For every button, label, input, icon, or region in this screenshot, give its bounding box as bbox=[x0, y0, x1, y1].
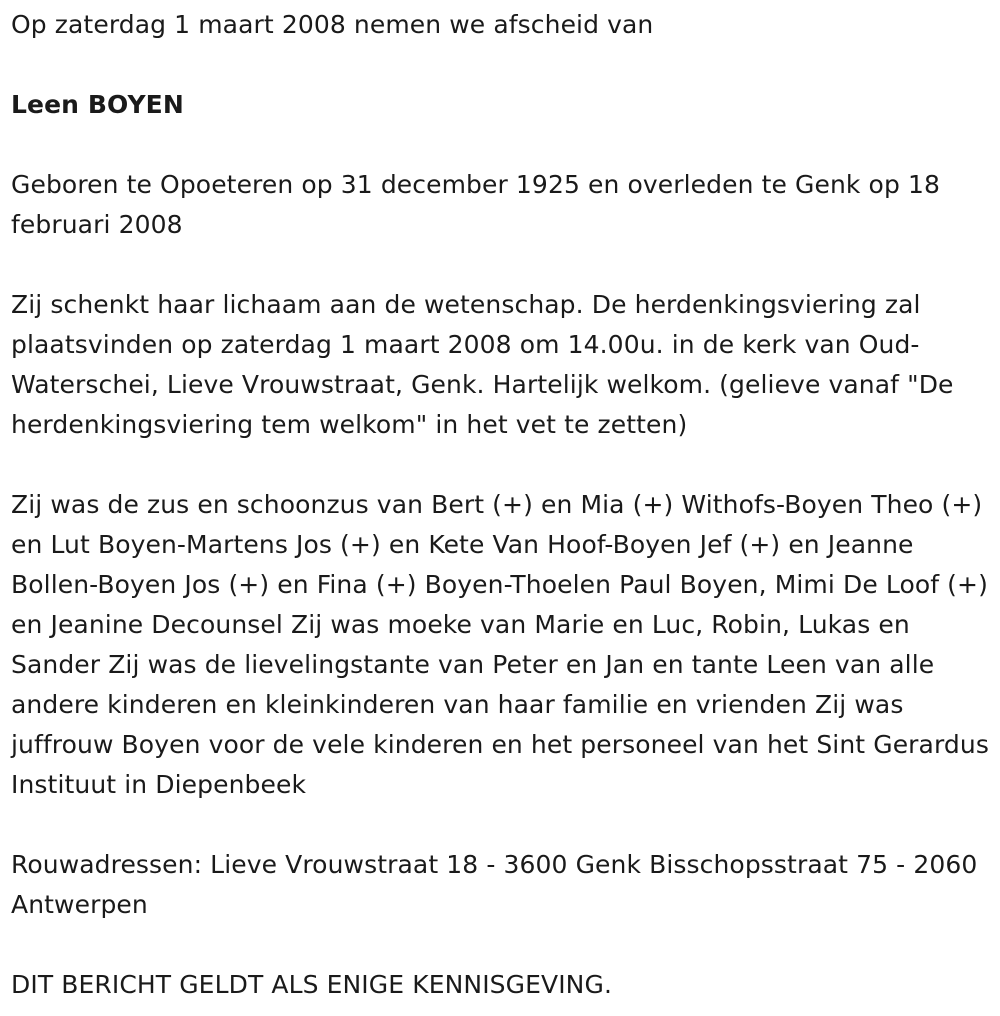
intro-text: Op zaterdag 1 maart 2008 nemen we afscheid van bbox=[11, 10, 654, 39]
death-notice bbox=[11, 5, 996, 1005]
deceased-name: Leen BOYEN bbox=[11, 90, 184, 119]
birth-death-text: Geboren te Opoeteren op 31 december 1925 en overleden te Genk op 18 februari 2008 bbox=[11, 170, 940, 239]
addresses-text: Rouwadressen: Lieve Vrouwstraat 18 - 3600 Genk Bisschopsstraat 75 - 2060 Antwerpen bbox=[11, 850, 978, 919]
closing-text: DIT BERICHT GELDT ALS ENIGE KENNISGEVING. bbox=[11, 970, 612, 999]
ceremony-text: Zij schenkt haar lichaam aan de wetenschap. De herdenkingsviering zal plaatsvinden op zaterdag 1 maart 2008 om 14.00u. in de kerk van Oud-Waterschei, Lieve Vrouwstraat, Genk. Hartelijk welkom. (gelieve vanaf "De herdenkingsviering tem welkom" in het vet te zetten) bbox=[11, 290, 954, 439]
family-text: Zij was de zus en schoonzus van Bert (+) en Mia (+) Withofs-Boyen Theo (+) en Lut Boyen-Martens Jos (+) en Kete Van Hoof-Boyen Jef (+) en Jeanne Bollen-Boyen Jos (+) en Fina (+) Boyen-Thoelen Paul Boyen, Mimi De Loof (+) en Jeanine Decounsel Zij was moeke van Marie en Luc, Robin, Lukas en Sander Zij was de lievelingstante van Peter en Jan en tante Leen van alle andere kinderen en kleinkinderen van haar familie en vrienden Zij was juffrouw Boyen voor de vele kinderen en het personeel van het Sint Gerardus Instituut in Diepenbeek bbox=[11, 490, 989, 799]
